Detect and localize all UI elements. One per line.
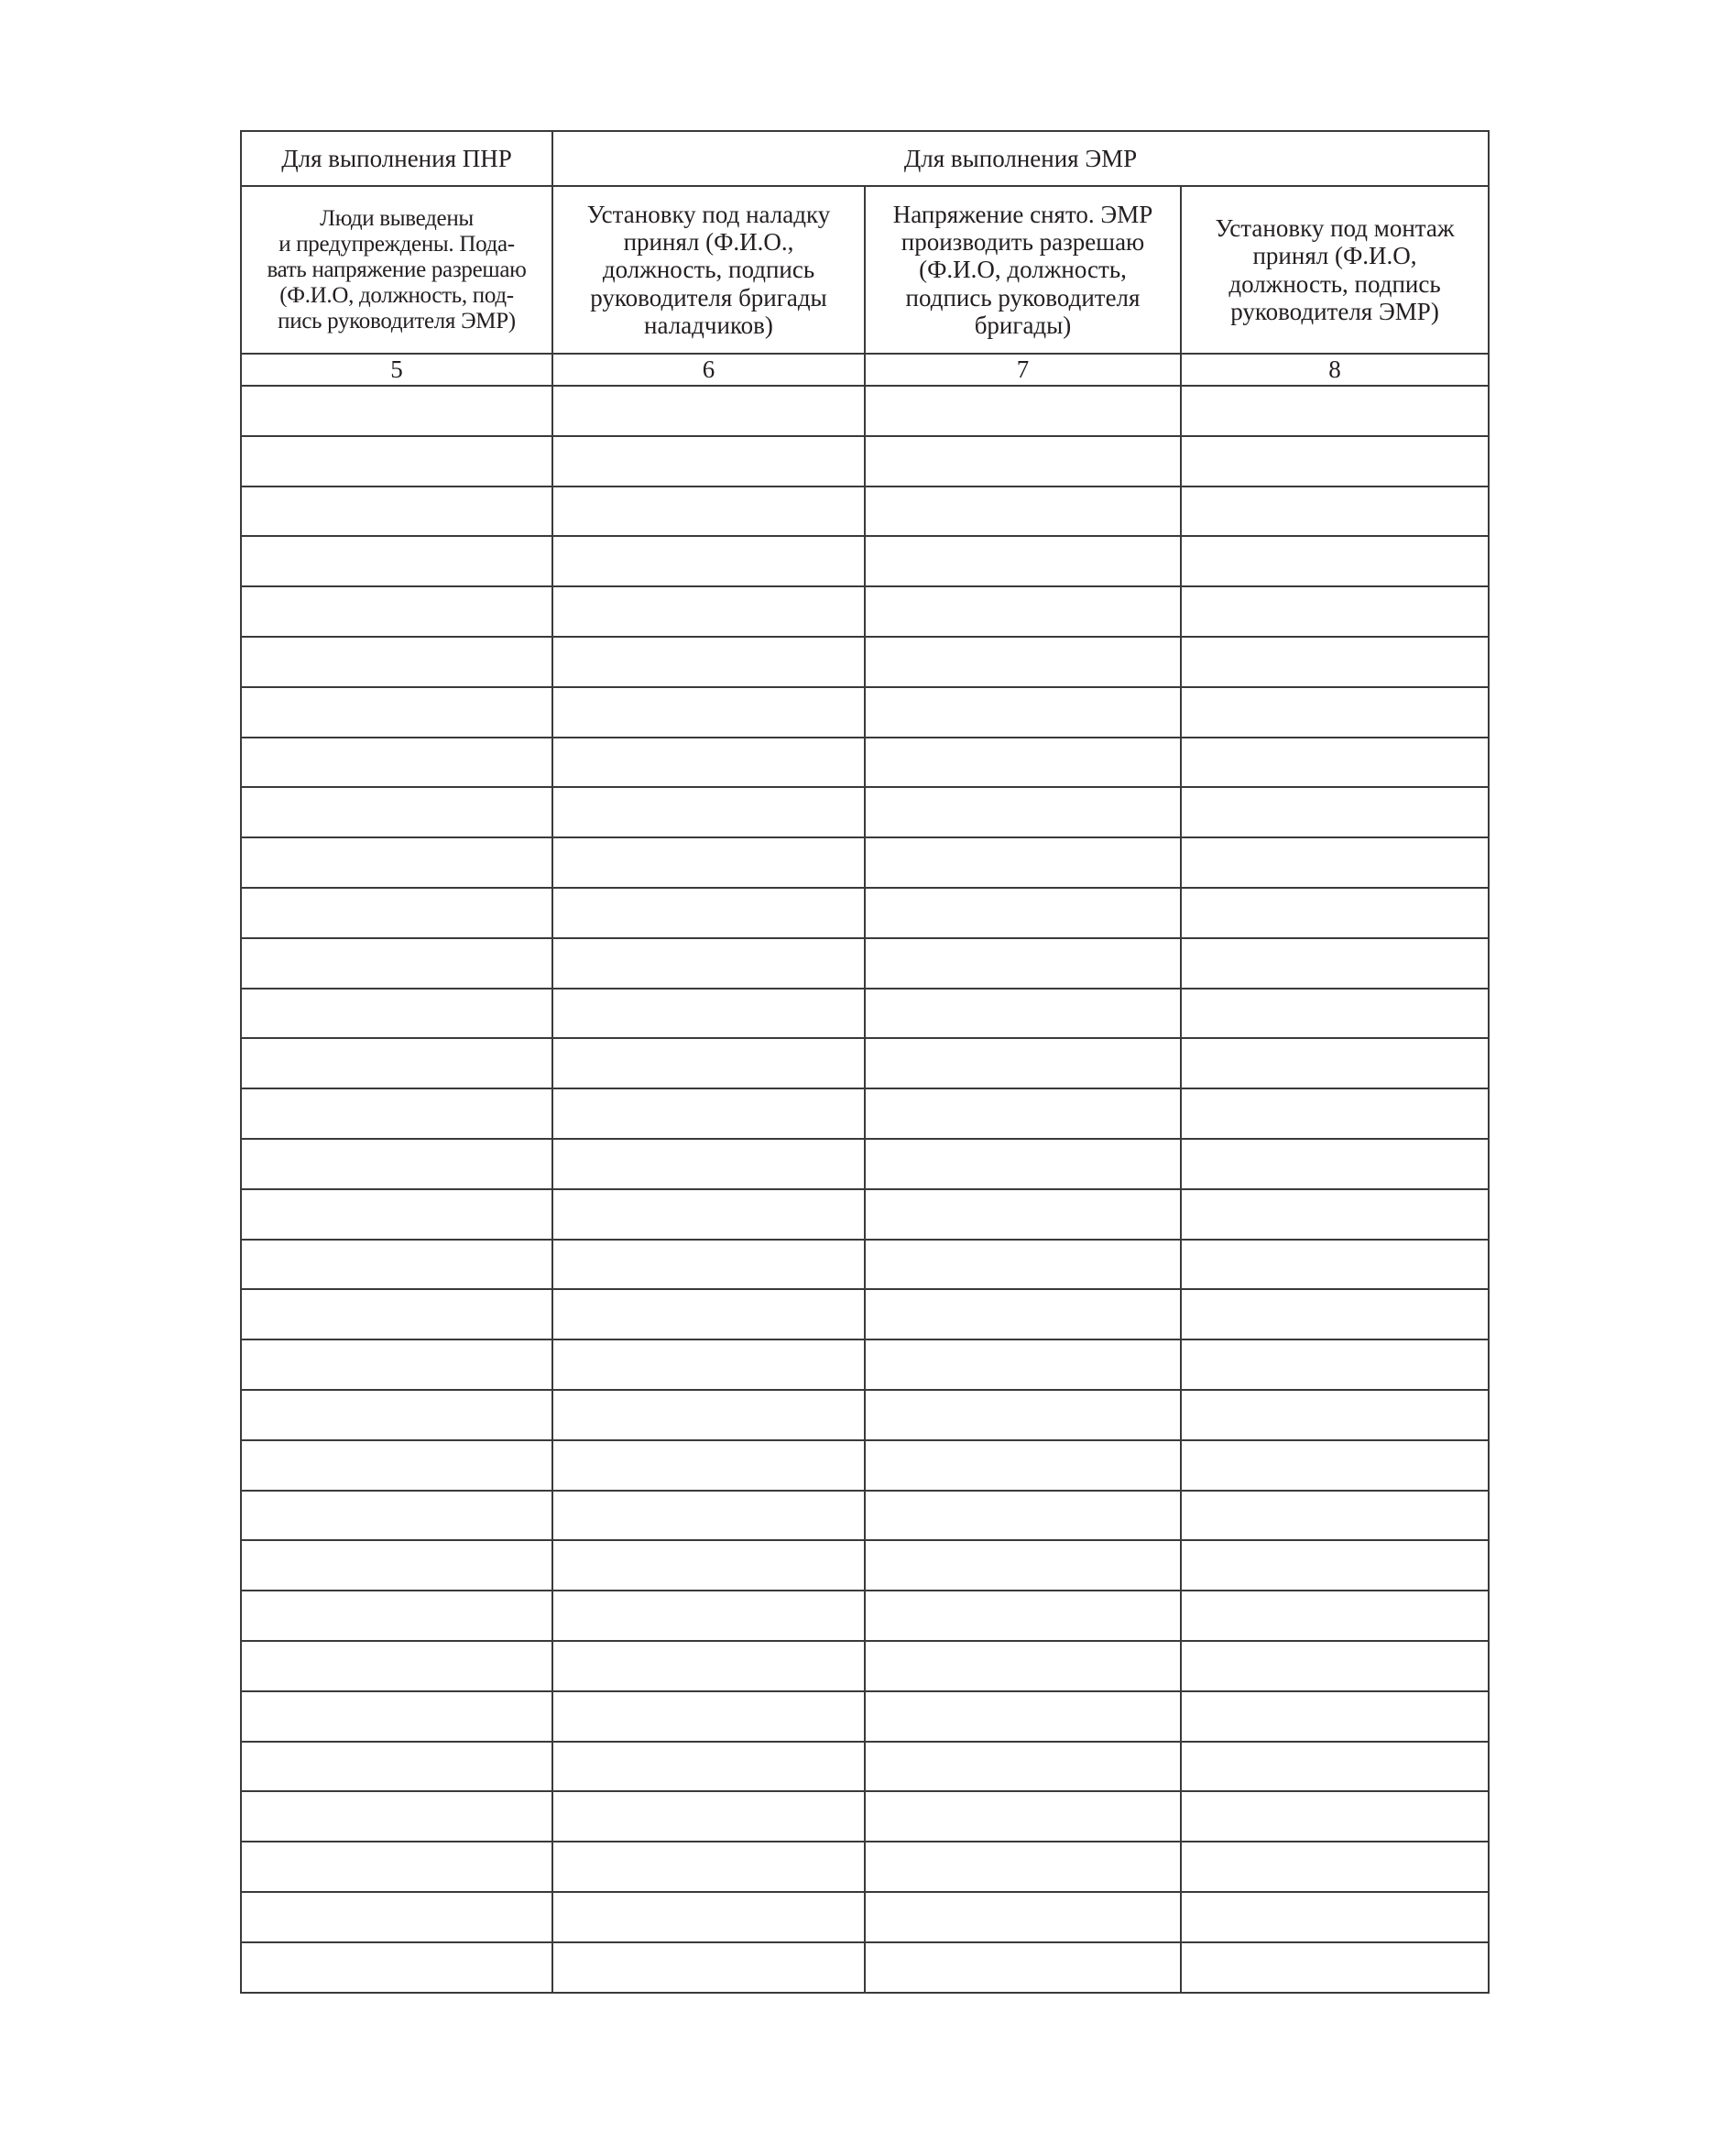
- table-row: [241, 1591, 1489, 1641]
- entry-cell-col-7[interactable]: [865, 1942, 1181, 1993]
- entry-cell-col-6[interactable]: [552, 1240, 865, 1290]
- entry-cell-col-7[interactable]: [865, 1139, 1181, 1189]
- entry-cell-col-5[interactable]: [241, 1339, 552, 1390]
- entry-cell-col-6[interactable]: [552, 989, 865, 1039]
- entry-cell-col-8[interactable]: [1181, 386, 1489, 436]
- entry-cell-col-5[interactable]: [241, 687, 552, 738]
- entry-cell-col-8[interactable]: [1181, 1088, 1489, 1139]
- column-header-8: [1181, 186, 1489, 354]
- entry-cell-col-7[interactable]: [865, 1240, 1181, 1290]
- entry-cell-col-6[interactable]: [552, 386, 865, 436]
- entry-cell-col-6[interactable]: [552, 487, 865, 537]
- entry-cell-col-8[interactable]: [1181, 586, 1489, 637]
- entry-cell-col-8[interactable]: [1181, 1491, 1489, 1541]
- column-number: 7: [865, 354, 1181, 386]
- table-row: [241, 687, 1489, 738]
- table-row: [241, 536, 1489, 586]
- table-row: [241, 1691, 1489, 1742]
- header-line: производить разрешаю: [901, 228, 1145, 257]
- column-header-6: [552, 186, 865, 354]
- header-line: вать напряжение разрешаю: [267, 257, 527, 282]
- journal-form-table: [240, 130, 1490, 1994]
- entry-cell-col-5[interactable]: [241, 1390, 552, 1440]
- entry-cell-col-6[interactable]: [552, 1791, 865, 1842]
- header-line: принял (Ф.И.О.,: [623, 228, 794, 257]
- column-number-row: [241, 354, 1489, 386]
- entry-cell-col-7[interactable]: [865, 1390, 1181, 1440]
- entry-cell-col-5[interactable]: [241, 1088, 552, 1139]
- table-row: [241, 989, 1489, 1039]
- table-row: [241, 888, 1489, 938]
- entry-cell-col-7[interactable]: [865, 1038, 1181, 1088]
- entry-cell-col-8[interactable]: [1181, 989, 1489, 1039]
- entry-cell-col-5[interactable]: [241, 1791, 552, 1842]
- entry-cell-col-5[interactable]: [241, 536, 552, 586]
- entry-cell-col-5[interactable]: [241, 1691, 552, 1742]
- entry-cell-col-7[interactable]: [865, 1189, 1181, 1240]
- entry-cell-col-5[interactable]: [241, 989, 552, 1039]
- table-row: [241, 637, 1489, 687]
- header-line: наладчиков): [644, 311, 773, 339]
- entry-cell-col-8[interactable]: [1181, 1691, 1489, 1742]
- entry-cell-col-8[interactable]: [1181, 1390, 1489, 1440]
- entry-cell-col-6[interactable]: [552, 1289, 865, 1339]
- entry-cell-col-8[interactable]: [1181, 1591, 1489, 1641]
- entry-cell-col-6[interactable]: [552, 787, 865, 837]
- entry-cell-col-6[interactable]: [552, 1591, 865, 1641]
- entry-cell-col-8[interactable]: [1181, 637, 1489, 687]
- entry-cell-col-7[interactable]: [865, 1491, 1181, 1541]
- entry-cell-col-5[interactable]: [241, 1892, 552, 1942]
- entry-cell-col-6[interactable]: [552, 938, 865, 989]
- entry-cell-col-6[interactable]: [552, 738, 865, 788]
- entry-cell-col-8[interactable]: [1181, 1189, 1489, 1240]
- column-header-7: [865, 186, 1181, 354]
- table-row: [241, 1289, 1489, 1339]
- table-row: [241, 1540, 1489, 1591]
- entry-cell-col-8[interactable]: [1181, 938, 1489, 989]
- table-row: [241, 938, 1489, 989]
- entry-cell-col-5[interactable]: [241, 1289, 552, 1339]
- group-header-emr: Для выполнения ЭМР: [552, 131, 1489, 186]
- entry-cell-col-7[interactable]: [865, 1742, 1181, 1792]
- entry-cell-col-5[interactable]: [241, 837, 552, 888]
- entry-cell-col-7[interactable]: [865, 536, 1181, 586]
- entry-cell-col-8[interactable]: [1181, 1842, 1489, 1892]
- table-row: [241, 1339, 1489, 1390]
- entry-cell-col-6[interactable]: [552, 536, 865, 586]
- entry-cell-col-7[interactable]: [865, 1892, 1181, 1942]
- entry-cell-col-7[interactable]: [865, 1691, 1181, 1742]
- entry-cell-col-8[interactable]: [1181, 1240, 1489, 1290]
- entry-cell-col-7[interactable]: [865, 787, 1181, 837]
- entry-cell-col-8[interactable]: [1181, 687, 1489, 738]
- header-line: подпись руководителя: [905, 283, 1141, 312]
- table-row: [241, 586, 1489, 637]
- table-row: [241, 787, 1489, 837]
- entry-cell-col-5[interactable]: [241, 386, 552, 436]
- entry-cell-col-7[interactable]: [865, 1440, 1181, 1491]
- table-row: [241, 1842, 1489, 1892]
- entry-cell-col-7[interactable]: [865, 487, 1181, 537]
- entry-cell-col-8[interactable]: [1181, 1289, 1489, 1339]
- table-row: [241, 1189, 1489, 1240]
- entry-cell-col-8[interactable]: [1181, 1339, 1489, 1390]
- entry-cell-col-8[interactable]: [1181, 536, 1489, 586]
- column-header-5: [241, 186, 552, 354]
- entry-cell-col-6[interactable]: [552, 1691, 865, 1742]
- entry-cell-col-7[interactable]: [865, 436, 1181, 487]
- entry-cell-col-8[interactable]: [1181, 1540, 1489, 1591]
- table-row: [241, 1088, 1489, 1139]
- table-row: [241, 837, 1489, 888]
- entry-cell-col-8[interactable]: [1181, 1440, 1489, 1491]
- entry-cell-col-5[interactable]: [241, 738, 552, 788]
- entry-cell-col-8[interactable]: [1181, 837, 1489, 888]
- entry-cell-col-6[interactable]: [552, 1641, 865, 1691]
- entry-cell-col-8[interactable]: [1181, 1641, 1489, 1691]
- entry-cell-col-8[interactable]: [1181, 436, 1489, 487]
- entry-cell-col-6[interactable]: [552, 1339, 865, 1390]
- column-number: 5: [241, 354, 552, 386]
- entry-cell-col-5[interactable]: [241, 1540, 552, 1591]
- entry-cell-col-6[interactable]: [552, 586, 865, 637]
- entry-cell-col-6[interactable]: [552, 436, 865, 487]
- entry-cell-col-7[interactable]: [865, 1591, 1181, 1641]
- header-line: должность, подпись: [1228, 269, 1441, 298]
- table-row: [241, 1892, 1489, 1942]
- entry-cell-col-7[interactable]: [865, 1791, 1181, 1842]
- entry-cell-col-5[interactable]: [241, 1491, 552, 1541]
- table-row: [241, 1491, 1489, 1541]
- entry-cell-col-6[interactable]: [552, 1440, 865, 1491]
- entry-cell-col-5[interactable]: [241, 1641, 552, 1691]
- table-row: [241, 386, 1489, 436]
- entry-cell-col-7[interactable]: [865, 938, 1181, 989]
- entry-cell-col-7[interactable]: [865, 386, 1181, 436]
- header-line: Напряжение снято. ЭМР: [892, 200, 1153, 228]
- entry-cell-col-8[interactable]: [1181, 1942, 1489, 1993]
- table-row: [241, 1742, 1489, 1792]
- table-row: [241, 1390, 1489, 1440]
- entry-cell-col-6[interactable]: [552, 1491, 865, 1541]
- header-line: Люди выведены: [320, 205, 474, 231]
- table-row: [241, 1641, 1489, 1691]
- entry-cell-col-7[interactable]: [865, 1339, 1181, 1390]
- entry-cell-col-6[interactable]: [552, 1038, 865, 1088]
- entry-cell-col-6[interactable]: [552, 687, 865, 738]
- header-line: Установку под монтаж: [1215, 214, 1455, 243]
- header-line: пись руководителя ЭМР): [278, 308, 516, 333]
- table-row: [241, 1942, 1489, 1993]
- header-line: (Ф.И.О, должность, под-: [279, 282, 514, 308]
- entry-cell-col-6[interactable]: [552, 1942, 865, 1993]
- entry-cell-col-5[interactable]: [241, 1942, 552, 1993]
- entry-cell-col-6[interactable]: [552, 837, 865, 888]
- entry-cell-col-8[interactable]: [1181, 1791, 1489, 1842]
- entry-cell-col-7[interactable]: [865, 687, 1181, 738]
- header-line: должность, подпись: [602, 256, 815, 284]
- entry-cell-col-8[interactable]: [1181, 738, 1489, 788]
- entry-cell-col-5[interactable]: [241, 586, 552, 637]
- header-line: Установку под наладку: [586, 200, 831, 228]
- entry-cell-col-5[interactable]: [241, 637, 552, 687]
- entry-cell-col-5[interactable]: [241, 436, 552, 487]
- entry-cell-col-7[interactable]: [865, 738, 1181, 788]
- entry-cell-col-5[interactable]: [241, 1038, 552, 1088]
- entry-cell-col-5[interactable]: [241, 1139, 552, 1189]
- header-line: (Ф.И.О, должность,: [919, 256, 1127, 284]
- entry-cell-col-7[interactable]: [865, 1540, 1181, 1591]
- entry-cell-col-7[interactable]: [865, 1289, 1181, 1339]
- entry-cell-col-6[interactable]: [552, 637, 865, 687]
- entry-cell-col-6[interactable]: [552, 1742, 865, 1792]
- entry-cell-col-6[interactable]: [552, 1842, 865, 1892]
- group-header-pnr: Для выполнения ПНР: [241, 131, 552, 186]
- entry-cell-col-5[interactable]: [241, 487, 552, 537]
- table-row: [241, 738, 1489, 788]
- header-line: руководителя ЭМР): [1230, 297, 1439, 325]
- table-row: [241, 1440, 1489, 1491]
- entry-cell-col-8[interactable]: [1181, 787, 1489, 837]
- group-header-row: [241, 131, 1489, 186]
- entry-cell-col-7[interactable]: [865, 888, 1181, 938]
- entry-cell-col-6[interactable]: [552, 1088, 865, 1139]
- entry-cell-col-6[interactable]: [552, 1139, 865, 1189]
- entry-cell-col-7[interactable]: [865, 837, 1181, 888]
- table-row: [241, 1240, 1489, 1290]
- entry-cell-col-5[interactable]: [241, 1742, 552, 1792]
- entry-cell-col-8[interactable]: [1181, 487, 1489, 537]
- entry-cell-col-5[interactable]: [241, 1240, 552, 1290]
- header-line: руководителя бригады: [590, 283, 827, 312]
- entry-cell-col-5[interactable]: [241, 1440, 552, 1491]
- entry-cell-col-5[interactable]: [241, 888, 552, 938]
- entry-cell-col-5[interactable]: [241, 787, 552, 837]
- entry-cell-col-8[interactable]: [1181, 1139, 1489, 1189]
- table-row: [241, 1139, 1489, 1189]
- entry-cell-col-7[interactable]: [865, 586, 1181, 637]
- entry-cell-col-7[interactable]: [865, 989, 1181, 1039]
- entry-cell-col-8[interactable]: [1181, 1742, 1489, 1792]
- entry-cell-col-8[interactable]: [1181, 888, 1489, 938]
- entry-cell-col-5[interactable]: [241, 1842, 552, 1892]
- header-line: бригады): [974, 311, 1072, 339]
- table-row: [241, 1038, 1489, 1088]
- column-number: 6: [552, 354, 865, 386]
- entry-cell-col-5[interactable]: [241, 1591, 552, 1641]
- header-line: принял (Ф.И.О,: [1252, 242, 1417, 270]
- entry-cell-col-8[interactable]: [1181, 1038, 1489, 1088]
- entry-cell-col-6[interactable]: [552, 1892, 865, 1942]
- entry-cell-col-7[interactable]: [865, 1088, 1181, 1139]
- entry-cell-col-5[interactable]: [241, 938, 552, 989]
- table-row: [241, 436, 1489, 487]
- entry-cell-col-7[interactable]: [865, 1842, 1181, 1892]
- entry-cell-col-6[interactable]: [552, 1189, 865, 1240]
- table-row: [241, 487, 1489, 537]
- entry-cell-col-6[interactable]: [552, 888, 865, 938]
- column-number: 8: [1181, 354, 1489, 386]
- header-line: и предупреждены. Пода-: [278, 231, 515, 257]
- entry-cell-col-6[interactable]: [552, 1540, 865, 1591]
- table-row: [241, 1791, 1489, 1842]
- column-header-row: [241, 186, 1489, 354]
- entry-cell-col-7[interactable]: [865, 637, 1181, 687]
- entry-cell-col-8[interactable]: [1181, 1892, 1489, 1942]
- entry-cell-col-5[interactable]: [241, 1189, 552, 1240]
- entry-cell-col-6[interactable]: [552, 1390, 865, 1440]
- entry-cell-col-7[interactable]: [865, 1641, 1181, 1691]
